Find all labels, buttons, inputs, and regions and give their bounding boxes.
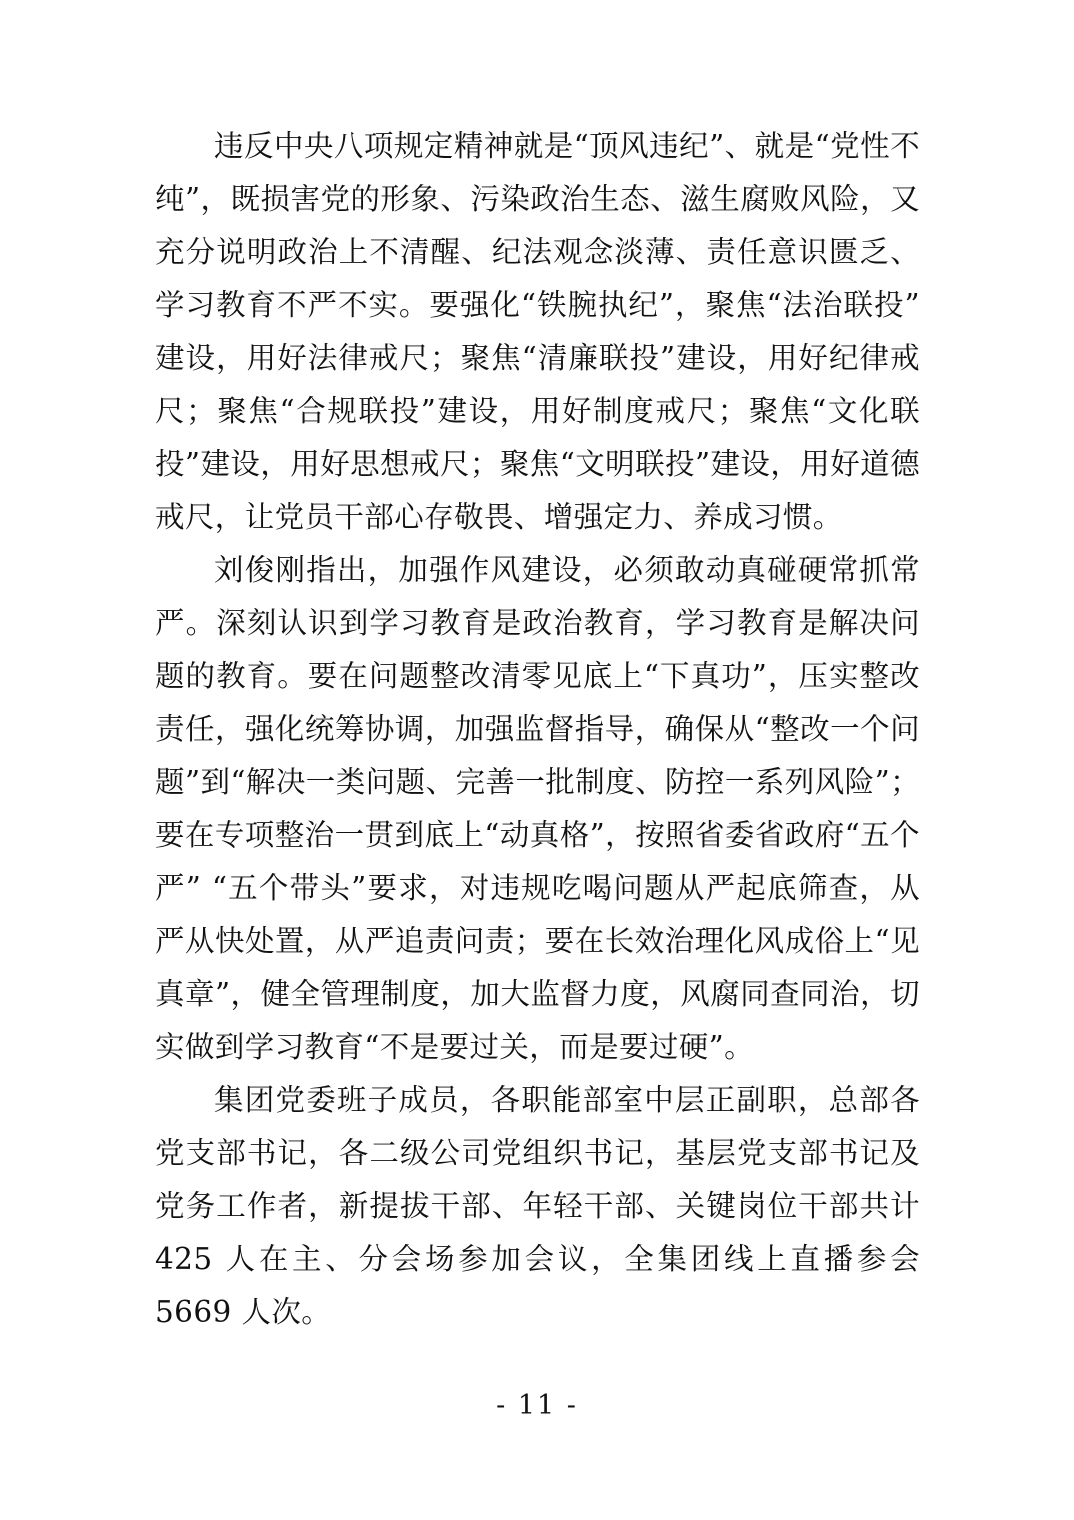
paragraph: 刘俊刚指出，加强作风建设，必须敢动真碰硬常抓常严。深刻认识到学习教育是政治教育，学习教育是解决问题的教育。要在问题整改清零见底上“下真功”，压实整改责任，强化统筹协调，加强监督指导，确保从“整改一个问题”到“解决一类问题、完善一批制度、防控一系列风险”；要在专项整治一贯到底上“动真格”，按照省委省政府“五个严” “五个带头”要求，对违规吃喝问题从严起底筛查，从严从快处置，从严追责问责；要在长效治理化风成俗上“见真章”，健全管理制度，加大监督力度，风腐同查同治，切实做到学习教育“不是要过关，而是要过硬”。 [155, 553, 920, 1064]
paragraph: 违反中央八项规定精神就是“顶风违纪”、就是“党性不纯”，既损害党的形象、污染政治生态、滋生腐败风险，又充分说明政治上不清醒、纪法观念淡薄、责任意识匮乏、学习教育不严不实。要强化“铁腕执纪”，聚焦“法治联投”建设，用好法律戒尺；聚焦“清廉联投”建设，用好纪律戒尺；聚焦“合规联投”建设，用好制度戒尺；聚焦“文化联投”建设，用好思想戒尺；聚焦“文明联投”建设，用好道德戒尺，让党员干部心存敬畏、增强定力、养成习惯。 [155, 129, 920, 534]
document-body [155, 120, 920, 1339]
page-number: - 11 - [496, 1390, 578, 1421]
paragraph: 集团党委班子成员，各职能部室中层正副职，总部各党支部书记，各二级公司党组织书记，基层党支部书记及党务工作者，新提拔干部、年轻干部、关键岗位干部共计 425 人在主、分会场参加会议，全集团线上直播参会 5669 人次。 [155, 1083, 920, 1329]
